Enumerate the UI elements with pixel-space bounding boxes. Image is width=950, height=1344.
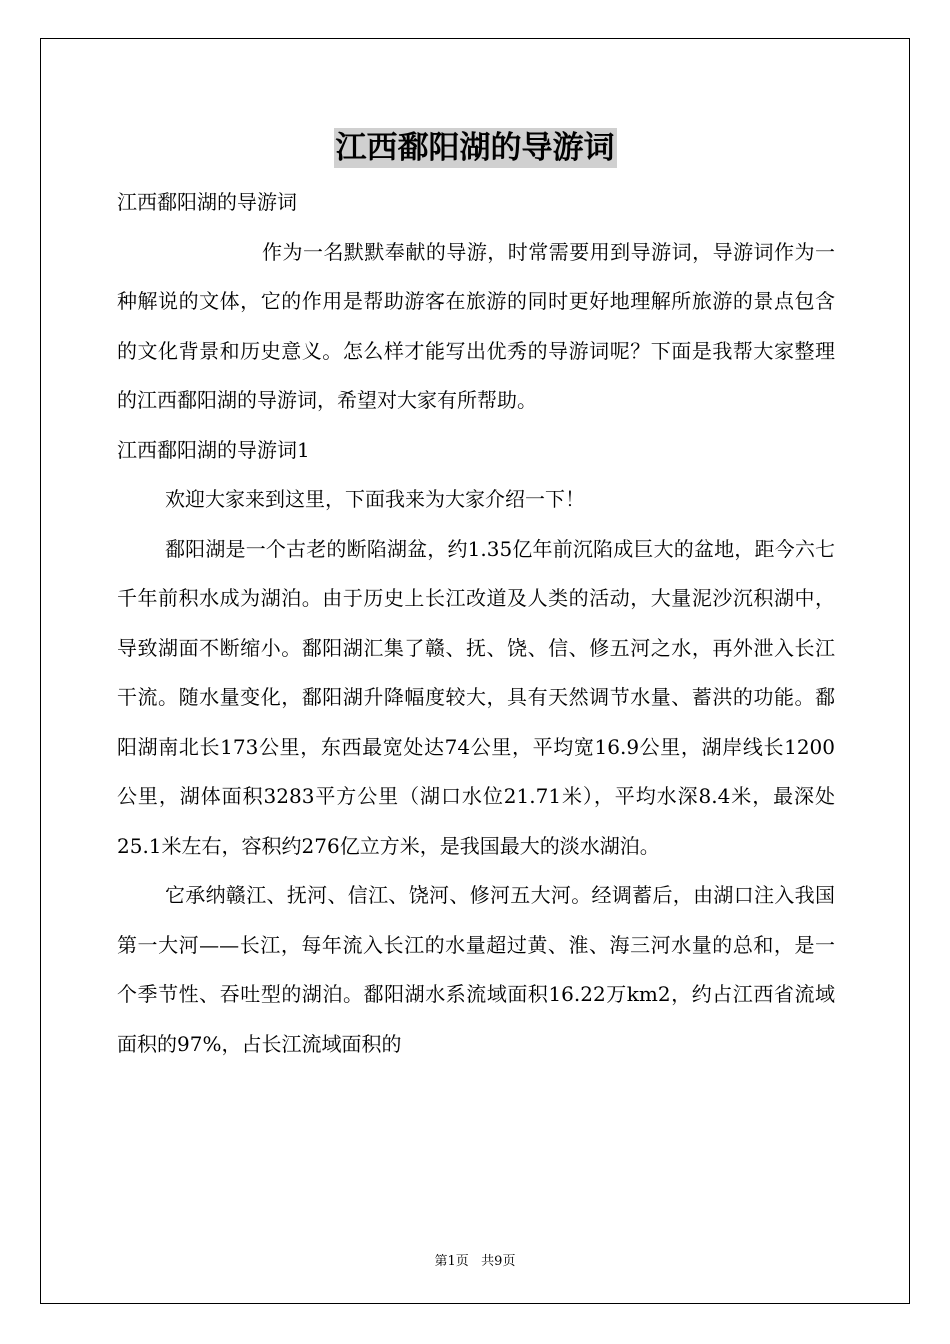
page-footer [0, 1250, 950, 1269]
document-title: 江西鄱阳湖的导游词 [335, 130, 615, 166]
page-number: 第1页 共9页 [434, 1254, 516, 1269]
body-paragraph: 它承纳赣江、抚河、信江、饶河、修河五大河。经调蓄后，由湖口注入我国第一大河——长江，每年流入长江的水量超过黄、淮、海三河水量的总和，是一个季节性、吞吐型的湖泊。鄱阳湖水系流域面积16.22万km2，约占江西省流域面积的97%，占长江流域面积的 [117, 883, 835, 1056]
body-paragraph: 欢迎大家来到这里，下面我来为大家介绍一下！ [165, 487, 585, 511]
document-subtitle: 江西鄱阳湖的导游词 [117, 190, 297, 214]
body-paragraph: 鄱阳湖是一个古老的断陷湖盆，约1.35亿年前沉陷成巨大的盆地，距今六七千年前积水成为湖泊。由于历史上长江改道及人类的活动，大量泥沙沉积湖中，导致湖面不断缩小。鄱阳湖汇集了赣、抚、饶、信、修五河之水，再外泄入长江干流。随水量变化，鄱阳湖升降幅度较大，具有天然调节水量、蓄洪的功能。鄱阳湖南北长173公里，东西最宽处达74公里，平均宽16.9公里，湖岸线长1200公里，湖体面积3283平方公里（湖口水位21.71米），平均水深8.4米，最深处25.1米左右，容积约276亿立方米，是我国最大的淡水湖泊。 [117, 536, 835, 858]
title-container [0, 128, 950, 168]
intro-paragraph: 作为一名默默奉献的导游，时常需要用到导游词，导游词作为一种解说的文体，它的作用是帮助游客在旅游的同时更好地理解所旅游的景点包含的文化背景和历史意义。怎么样才能写出优秀的导游词呢？下面是我帮大家整理的江西鄱阳湖的导游词，希望对大家有所帮助。 [117, 239, 835, 412]
section-heading: 江西鄱阳湖的导游词1 [117, 437, 310, 462]
document-body [117, 178, 835, 1069]
